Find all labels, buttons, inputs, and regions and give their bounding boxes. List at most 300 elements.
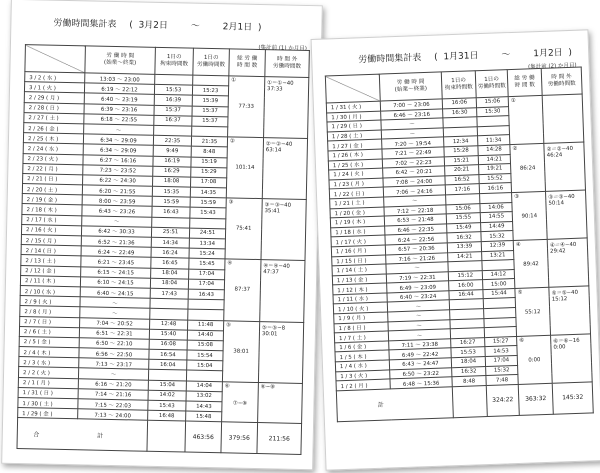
footer-extra: 211:56	[257, 423, 302, 455]
week-total	[510, 143, 546, 192]
row-work: 14:06	[480, 202, 512, 213]
row-daily: 14:21	[448, 251, 482, 262]
week-total-value: 101:14	[235, 164, 255, 172]
row-daily: 25:51	[151, 227, 189, 238]
week-total	[222, 320, 259, 382]
row-daily: 15:04	[148, 380, 186, 391]
row-date: 2 / 28 ( 日 )	[24, 102, 84, 113]
row-work: 15:04	[187, 360, 223, 371]
row-work: 16:16	[479, 183, 511, 194]
row-date: 1 / 28 ( 土 )	[327, 130, 381, 141]
row-hours: 7:16 〜 21:26	[386, 252, 448, 264]
row-work: 15:29	[191, 167, 227, 178]
period-to: 1月2日 )	[533, 47, 573, 60]
row-work: 21:35	[191, 136, 227, 147]
row-hours: 〜	[381, 118, 443, 130]
period-from: ( 3月2日	[129, 20, 169, 32]
row-work: 19:21	[479, 164, 511, 175]
row-daily: 15:21	[444, 155, 478, 166]
row-date: 2 / 13 ( 土 )	[21, 255, 81, 266]
row-hours: 6:22 〜 24:30	[83, 175, 153, 187]
row-date: 2 / 24 ( 水 )	[23, 143, 83, 154]
row-hours: 6:56 〜 22:50	[79, 348, 149, 360]
week-total	[222, 381, 259, 422]
week-total-value: 38:01	[233, 348, 249, 355]
week-label: ③	[228, 199, 234, 206]
row-daily: 15:49	[447, 222, 481, 233]
row-daily: 13:39	[447, 242, 481, 253]
row-work: 15:37	[192, 116, 228, 127]
header-date	[325, 74, 380, 103]
row-daily: 15:59	[152, 197, 190, 208]
row-date: 2 / 11 ( 木 )	[20, 275, 80, 286]
header-work: 1日の 労働時間数	[193, 48, 230, 76]
row-work: 15:54	[187, 350, 223, 361]
row-date: 1 / 11 ( 水 )	[333, 293, 387, 304]
row-daily: 18:04	[151, 268, 189, 279]
sheet-subtitle: (集計前 (1) か月目)	[258, 44, 307, 52]
period-tilde: 〜	[190, 21, 200, 32]
row-hours: 〜	[384, 195, 446, 207]
week-total-value: 75:41	[235, 225, 252, 233]
row-date: 1 / 20 ( 金 )	[330, 207, 384, 218]
row-date: 1 / 12 ( 木 )	[333, 283, 387, 294]
row-hours: 6:19 〜 22:12	[84, 83, 154, 95]
row-date: 1 / 2 ( 月 )	[336, 379, 390, 390]
row-daily: 16:04	[149, 360, 187, 371]
row-date: 1 / 18 ( 水 )	[331, 226, 385, 237]
row-work: 14:53	[485, 346, 517, 357]
week-overtime: ②＝②−40 46:24	[544, 142, 586, 191]
row-work	[188, 309, 224, 320]
row-date: 2 / 12 ( 金 )	[21, 265, 81, 276]
row-daily: 16:19	[153, 156, 191, 167]
row-hours: 〜	[82, 215, 152, 227]
row-work: 13:02	[186, 391, 222, 402]
week-label: ⑥	[224, 382, 230, 390]
row-work	[190, 218, 226, 229]
row-hours: 〜	[388, 310, 450, 322]
row-work: 15:06	[476, 97, 508, 108]
row-work: 15:19	[191, 157, 227, 168]
row-date: 2 / 2 ( 火 )	[18, 367, 78, 378]
row-date: 1 / 15 ( 日 )	[332, 254, 386, 265]
week-overtime: ③＝③−40 35:41	[261, 199, 306, 261]
row-date: 2 / 21 ( 日 )	[23, 173, 83, 184]
row-daily: 16:24	[151, 247, 189, 258]
row-hours: 〜	[386, 262, 448, 274]
row-hours: 6:21 〜 23:45	[81, 256, 151, 268]
row-daily: 15:37	[154, 105, 192, 116]
timesheet-left	[1, 0, 323, 470]
row-work: 15:48	[186, 411, 222, 422]
row-daily: 16:54	[149, 349, 187, 360]
row-daily: 15:53	[154, 85, 192, 96]
row-daily: 15:43	[148, 400, 186, 411]
row-work: 14:35	[190, 187, 226, 198]
row-hours: 〜	[80, 307, 150, 319]
row-hours: 7:12 〜 22:18	[384, 204, 446, 216]
row-date: 3 / 2 ( 水 )	[25, 72, 85, 83]
row-work: 17:08	[190, 177, 226, 188]
row-hours: 〜	[387, 300, 449, 312]
week-label: ⑤	[226, 321, 232, 328]
row-hours: 6:15 〜 24:15	[81, 266, 151, 278]
row-work: 15:39	[192, 95, 228, 106]
row-date: 2 / 7 ( 日 )	[20, 316, 80, 327]
row-hours: 6:10 〜 24:15	[80, 277, 150, 289]
row-hours: 6:50 〜 22:10	[79, 338, 149, 350]
row-daily: 16:44	[449, 289, 483, 300]
row-work: 15:52	[479, 173, 511, 184]
week-total-value: ⑦−⑧	[232, 400, 248, 407]
row-hours: 6:27 〜 16:16	[83, 154, 153, 166]
week-overtime: ⑤＝⑤−8 30:01	[258, 321, 303, 383]
row-date: 1 / 6 ( 金 )	[335, 341, 389, 352]
week-overtime: ④＝④−40 29:42	[547, 238, 589, 287]
header-daily: 1日の 拘束時間数	[155, 47, 194, 75]
row-daily: 18:04	[451, 357, 485, 368]
row-date: 2 / 17 ( 水 )	[22, 214, 82, 225]
row-date: 2 / 6 ( 土 )	[19, 326, 79, 337]
week-label: ①	[231, 77, 237, 84]
week-total-value: 55:12	[524, 309, 541, 316]
week-total	[515, 287, 551, 336]
row-hours: 6:40 〜 24:15	[80, 287, 150, 299]
row-daily: 15:35	[152, 186, 190, 197]
week-overtime	[542, 94, 584, 143]
row-hours: 〜	[80, 297, 150, 309]
row-date: 1 / 22 ( 日 )	[329, 187, 383, 198]
footer-hours: 463:56	[185, 421, 222, 453]
row-work: 14:12	[482, 269, 514, 280]
week-label: ④	[515, 241, 521, 248]
row-date: 2 / 5 ( 金 )	[19, 336, 79, 347]
row-date: 1 / 23 ( 月 )	[329, 178, 383, 189]
row-date: 2 / 22 ( 月 )	[23, 163, 83, 174]
row-daily: 16:08	[149, 339, 187, 350]
row-hours: 〜	[84, 124, 154, 136]
row-hours: 6:46 〜 23:16	[381, 109, 443, 121]
row-daily: 16:52	[445, 174, 479, 185]
row-work: 15:32	[486, 365, 518, 376]
row-daily: 16:32	[452, 366, 486, 377]
row-hours: 6:46 〜 22:35	[385, 224, 447, 236]
row-hours: 〜	[381, 128, 443, 140]
row-hours: 7:14 〜 21:16	[78, 389, 148, 401]
row-daily: 15:06	[446, 203, 480, 214]
week-label: ③	[514, 193, 520, 200]
footer-total: 363:32	[518, 383, 553, 415]
row-daily: 9:49	[153, 146, 191, 157]
row-date: 2 / 1 ( 月 )	[18, 377, 78, 388]
week-total	[228, 76, 265, 138]
row-work: 17:04	[485, 355, 517, 366]
header-overtime: 時 間 外 労働時間数	[541, 67, 582, 95]
row-hours: 6:48 〜 15:36	[390, 377, 452, 389]
footer-extra: 145:32	[552, 382, 593, 414]
row-hours: 6:40 〜 23:24	[387, 291, 449, 303]
row-date: 1 / 3 ( 火 )	[336, 370, 390, 381]
row-date: 1 / 27 ( 金 )	[328, 139, 382, 150]
row-date: 1 / 17 ( 火 )	[331, 235, 385, 246]
row-hours: 6:39 〜 23:16	[84, 103, 154, 115]
row-hours: 7:20 〜 19:54	[382, 137, 444, 149]
row-work: 14:43	[186, 401, 222, 412]
row-work: 13:21	[482, 250, 514, 261]
row-work	[186, 370, 222, 381]
row-hours: 7:06 〜 24:16	[383, 185, 445, 197]
row-date: 2 / 8 ( 月 )	[20, 306, 80, 317]
row-date: 1 / 10 ( 火 )	[333, 302, 387, 313]
row-date: 1 / 26 ( 木 )	[328, 149, 382, 160]
row-hours: 6:40 〜 23:19	[84, 93, 154, 105]
row-date: 2 / 23 ( 火 )	[23, 153, 83, 164]
row-date: 2 / 18 ( 木 )	[22, 204, 82, 215]
row-work: 15:24	[189, 248, 225, 259]
row-work	[188, 299, 224, 310]
period-from: ( 1月31日	[433, 51, 479, 63]
row-work: 14:21	[478, 154, 510, 165]
timesheet-right	[311, 29, 600, 470]
row-daily: 16:27	[451, 337, 485, 348]
row-date: 1 / 4 ( 水 )	[335, 360, 389, 371]
row-date: 2 / 25 ( 木 )	[23, 133, 83, 144]
row-work: 11:34	[478, 135, 510, 146]
row-daily: 16:37	[154, 115, 192, 126]
row-work: 15:30	[477, 106, 509, 117]
row-work	[193, 75, 229, 86]
row-hours: 6:42 〜 20:21	[383, 166, 445, 178]
header-total: 総 労 働 時 間 数	[229, 49, 266, 77]
row-hours: 6:43 〜 23:26	[82, 205, 152, 217]
row-work: 15:27	[485, 336, 517, 347]
row-work: 14:04	[186, 381, 222, 392]
week-total	[513, 239, 549, 288]
row-daily: 18:08	[153, 176, 191, 187]
row-hours: 6:24 〜 22:56	[385, 233, 447, 245]
week-overtime: ②＝②−40 63:14	[262, 138, 307, 200]
row-work: 15:08	[187, 340, 223, 351]
timesheet-table	[16, 44, 309, 455]
row-hours: 7:02 〜 22:23	[382, 156, 444, 168]
row-date: 1 / 8 ( 日 )	[334, 322, 388, 333]
week-label: ⑥	[519, 337, 525, 344]
row-date: 1 / 16 ( 月 )	[331, 245, 385, 256]
row-date: 1 / 29 ( 金 )	[18, 408, 78, 419]
row-hours: 6:49 〜 23:09	[387, 281, 449, 293]
row-date: 2 / 16 ( 火 )	[21, 224, 81, 235]
week-overtime: ④＝④−40 47:37	[260, 260, 305, 322]
header-work: 1日の 労働時間数	[475, 70, 508, 98]
period-tilde: 〜	[501, 50, 511, 61]
row-date: 2 / 14 ( 日 )	[21, 245, 81, 256]
week-label: ②	[229, 138, 235, 145]
row-date: 1 / 25 ( 水 )	[328, 159, 382, 170]
row-work: 15:45	[189, 258, 225, 269]
row-date: 1 / 24 ( 火 )	[329, 168, 383, 179]
footer-label: 計	[336, 387, 453, 422]
row-daily: 14:02	[148, 390, 186, 401]
row-date: 1 / 31 ( 火 )	[326, 101, 380, 112]
row-hours: 7:19 〜 22:31	[386, 272, 448, 284]
week-label: ②	[512, 145, 518, 152]
header-daily: 1日の 拘束時間数	[441, 71, 476, 99]
header-hours: 労 働 時 間 (始業〜終業)	[85, 46, 156, 74]
row-daily: 16:30	[443, 107, 477, 118]
week-total	[226, 137, 263, 199]
row-date: 1 / 29 ( 日 )	[327, 120, 381, 131]
row-work: 15:59	[190, 197, 226, 208]
row-daily: 17:43	[150, 288, 188, 299]
week-overtime: ⑤＝⑤−40 15:12	[549, 286, 591, 335]
row-date: 1 / 7 ( 土 )	[334, 331, 388, 342]
week-label: ①	[510, 97, 516, 105]
row-hours: 〜	[388, 329, 450, 341]
row-daily: 16:39	[154, 95, 192, 106]
row-hours: 6:42 〜 30:33	[81, 226, 151, 238]
row-daily: 16:29	[153, 166, 191, 177]
row-date: 2 / 26 ( 金 )	[24, 123, 84, 134]
row-date: 2 / 10 ( 水 )	[20, 285, 80, 296]
row-date: 3 / 1 ( 火 )	[24, 82, 84, 93]
row-hours: 7:00 〜 23:06	[380, 99, 442, 111]
week-total	[225, 198, 262, 260]
sheet-subtitle: (集計前 (2) か月目)	[527, 62, 577, 71]
row-work: 14:40	[187, 330, 223, 341]
row-date: 1 / 31 ( 日 )	[18, 387, 78, 398]
row-hours: 6:34 〜 29:09	[83, 134, 153, 146]
row-daily: 16:32	[447, 232, 481, 243]
row-daily: 17:16	[445, 184, 479, 195]
row-work	[192, 126, 228, 137]
row-daily: 15:28	[444, 146, 478, 157]
row-date: 1 / 30 ( 月 )	[327, 111, 381, 122]
row-daily: 15:40	[149, 329, 187, 340]
row-work: 17:04	[189, 269, 225, 280]
header-overtime: 時 間 外 労働時間数	[265, 50, 310, 78]
row-daily: 12:34	[444, 136, 478, 147]
row-hours: 8:00 〜 23:59	[82, 195, 152, 207]
row-work: 15:32	[481, 231, 513, 242]
row-daily: 16:45	[151, 258, 189, 269]
week-total	[224, 259, 261, 321]
row-daily: 12:48	[150, 319, 188, 330]
row-work: 17:04	[188, 279, 224, 290]
row-hours: 6:18 〜 22:55	[84, 114, 154, 126]
row-date: 1 / 19 ( 木 )	[330, 216, 384, 227]
row-date: 2 / 4 ( 木 )	[19, 347, 79, 358]
row-daily: 15:53	[451, 347, 485, 358]
week-total	[512, 191, 548, 240]
week-total-value	[509, 117, 542, 118]
row-hours: 6:20 〜 21:55	[82, 185, 152, 197]
row-hours: 6:52 〜 21:36	[81, 236, 151, 248]
row-hours: 6:16 〜 21:20	[78, 378, 148, 390]
row-date: 1 / 14 ( 土 )	[332, 264, 386, 275]
row-daily: 16:43	[152, 207, 190, 218]
row-work: 13:34	[189, 238, 225, 249]
row-hours: 6:57 〜 20:36	[385, 243, 447, 255]
row-hours: 7:21 〜 22:49	[382, 147, 444, 159]
row-date: 1 / 21 ( 土 )	[330, 197, 384, 208]
row-date: 2 / 29 ( 月 )	[24, 92, 84, 103]
row-work: 15:23	[192, 85, 228, 96]
row-daily: 8:48	[452, 376, 486, 387]
footer-total: 379:56	[221, 422, 258, 454]
row-work: 12:39	[481, 240, 513, 251]
row-hours: 6:53 〜 21:48	[384, 214, 446, 226]
row-date: 2 / 9 ( 火 )	[20, 296, 80, 307]
row-daily: 15:55	[446, 213, 480, 224]
row-work: 7:48	[486, 375, 518, 386]
row-date: 1 / 13 ( 金 )	[332, 274, 386, 285]
row-daily: 22:35	[153, 135, 191, 146]
row-date: 1 / 5 ( 木 )	[335, 350, 389, 361]
week-total-value: 86:24	[519, 165, 536, 172]
week-total-value: 89:42	[523, 261, 539, 268]
footer-blank	[452, 385, 487, 417]
row-daily: 16:00	[449, 280, 483, 291]
row-hours: 〜	[78, 368, 148, 380]
row-hours: 7:08 〜 24:00	[383, 176, 445, 188]
row-hours: 7:11 〜 23:38	[389, 339, 451, 351]
row-hours: 6:43 〜 24:47	[389, 358, 451, 370]
row-work: 14:49	[481, 221, 513, 232]
row-hours: 13:03 〜 23:00	[85, 73, 155, 85]
week-overtime: ③＝③−40 50:14	[546, 190, 588, 239]
week-total-value: 87:37	[234, 286, 251, 294]
row-work: 14:28	[478, 145, 510, 156]
row-hours: 6:50 〜 23:22	[390, 367, 452, 379]
row-daily: 20:21	[445, 165, 479, 176]
row-date: 1 / 30 ( 土 )	[18, 398, 78, 409]
row-hours: 7:04 〜 20:52	[80, 317, 150, 329]
row-work: 15:43	[190, 208, 226, 219]
row-date: 2 / 19 ( 金 )	[22, 194, 82, 205]
row-daily: 16:48	[148, 410, 186, 421]
week-total-value: 90:14	[521, 213, 538, 220]
timesheet-table	[325, 67, 594, 423]
week-overtime: ⑥＝⑥−16 0:00	[551, 334, 593, 383]
row-date: 2 / 3 ( 水 )	[19, 357, 79, 368]
footer-hours: 324:22	[486, 384, 519, 416]
week-total	[517, 335, 553, 384]
week-label: ⑤	[517, 289, 523, 296]
row-work: 15:00	[483, 279, 515, 290]
header-hours: 労 働 時 間 (始業〜終業)	[379, 72, 442, 101]
header-total: 総 労 働 時 間 数	[507, 68, 542, 96]
row-work: 15:44	[483, 288, 515, 299]
week-total-value: 0:00	[528, 357, 541, 364]
sheet-title	[11, 15, 321, 34]
week-overtime: ①＝①−40 37:33	[264, 77, 309, 139]
row-hours: 6:24 〜 22:49	[81, 246, 151, 258]
row-daily: 16:06	[442, 98, 476, 109]
row-hours: 6:51 〜 22:31	[79, 327, 149, 339]
period-to: 2月1日 )	[222, 22, 262, 34]
row-work: 16:43	[188, 289, 224, 300]
row-work: 14:55	[480, 212, 512, 223]
row-daily: 15:12	[448, 270, 482, 281]
row-work: 11:48	[188, 320, 224, 331]
row-date: 1 / 9 ( 月 )	[334, 312, 388, 323]
row-work: 8:48	[191, 146, 227, 157]
row-hours: 7:13 〜 24:00	[78, 409, 148, 421]
row-hours: 7:13 〜 23:17	[79, 358, 149, 370]
row-work: 24:51	[189, 228, 225, 239]
footer-label: 合 計	[17, 418, 148, 452]
